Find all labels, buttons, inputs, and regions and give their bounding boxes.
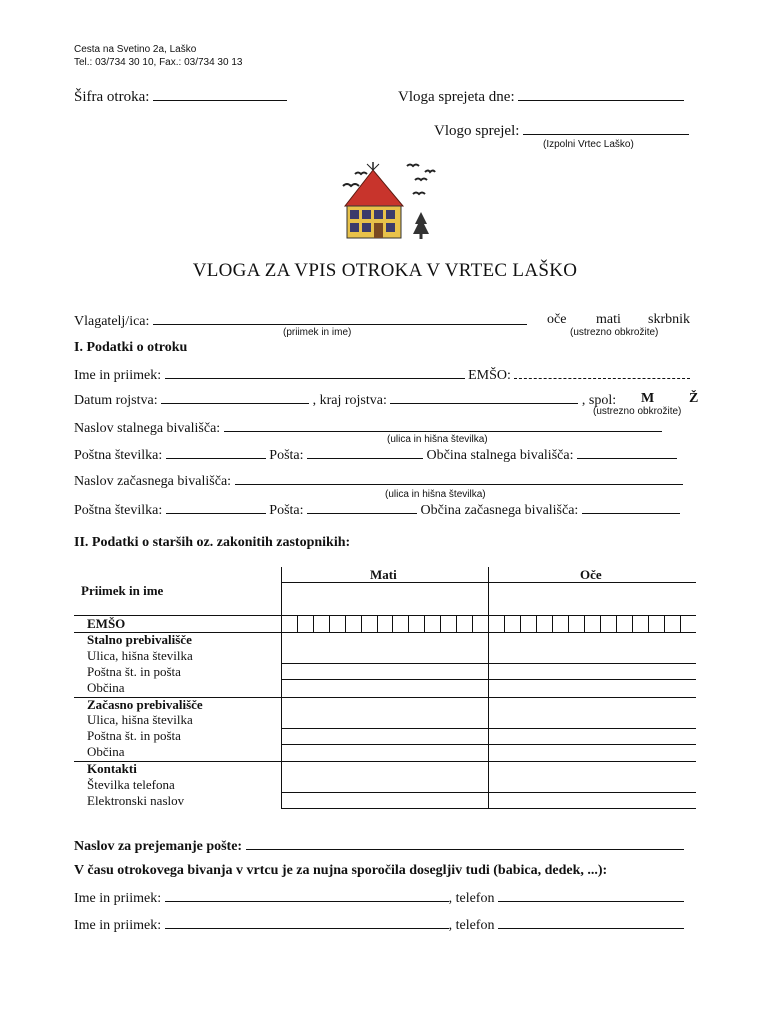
row-name-label: Priimek in ime	[81, 583, 164, 598]
sprejeta-label: Vloga sprejeta dne:	[398, 89, 515, 105]
mail-row	[74, 837, 684, 855]
contact2-row	[74, 916, 684, 934]
mail-label: Naslov za prejemanje pošte:	[74, 839, 243, 854]
emso-digit-divider	[504, 615, 505, 632]
emso-digit-divider	[616, 615, 617, 632]
emso-digit-divider	[456, 615, 457, 632]
contact2-name-field[interactable]	[165, 916, 449, 929]
emso-digit-divider	[392, 615, 393, 632]
child-emso-field[interactable]	[514, 366, 690, 379]
reachable-text: V času otrokovega bivanja v vrtcu je za nujna sporočila dosegljiv tudi (babica, dedek, ...):	[74, 863, 608, 878]
emso-digit-divider	[440, 615, 441, 632]
applicant-field[interactable]	[153, 312, 527, 325]
perm-address-row	[74, 419, 662, 437]
temp-posta-field[interactable]	[307, 501, 417, 514]
perm-municipality-field[interactable]	[577, 446, 677, 459]
contact1-name-label: Ime in priimek:	[74, 891, 162, 906]
section2-heading: II. Podatki o starših oz. zakonitih zastopnikih:	[74, 535, 351, 550]
table-divider	[488, 567, 489, 809]
perm-heading: Stalno prebivališče	[87, 632, 192, 647]
kindergarten-house-drawing	[333, 160, 439, 242]
sex-option-f[interactable]: Ž	[689, 391, 699, 406]
dob-label: Datum rojstva:	[74, 393, 158, 408]
temp-postnum-field[interactable]	[166, 501, 266, 514]
perm-street-label: Ulica, hišna številka	[87, 648, 193, 663]
applicant-label: Vlagatelj/ica:	[74, 314, 150, 329]
table-divider	[281, 567, 282, 809]
contact1-phone-field[interactable]	[498, 889, 684, 902]
perm-street-note: (ulica in hišna številka)	[387, 434, 488, 445]
address: Cesta na Svetino 2a, Laško	[74, 44, 197, 55]
perm-post-row	[74, 446, 677, 464]
row-emso-label: EMŠO	[87, 616, 126, 631]
sex-note: (ustrezno obkrožite)	[593, 406, 682, 417]
applicant-option-mother[interactable]: mati	[596, 312, 621, 327]
temp-street-label: Ulica, hišna številka	[87, 712, 193, 727]
child-name-label: Ime in priimek:	[74, 368, 162, 383]
emso-digit-divider	[329, 615, 330, 632]
table-rule	[281, 663, 696, 664]
table-rule	[281, 582, 696, 583]
temp-postnum-label: Poštna številka:	[74, 503, 163, 518]
birthplace-field[interactable]	[390, 391, 578, 404]
emso-digit-divider	[552, 615, 553, 632]
perm-post-label: Poštna št. in pošta	[87, 664, 181, 679]
temp-post-row	[74, 501, 680, 519]
temp-address-field[interactable]	[235, 472, 683, 485]
emso-digit-divider	[648, 615, 649, 632]
col-mother: Mati	[370, 567, 397, 582]
sifra-field[interactable]	[153, 88, 287, 101]
sprejeta-field[interactable]	[518, 88, 684, 101]
emso-digit-divider	[536, 615, 537, 632]
emso-digit-divider	[408, 615, 409, 632]
contact2-phone-field[interactable]	[498, 916, 684, 929]
emso-digit-divider	[584, 615, 585, 632]
sex-option-m[interactable]: M	[641, 391, 655, 406]
perm-postnum-field[interactable]	[166, 446, 266, 459]
sex-label: , spol:	[581, 393, 617, 408]
temp-street-note: (ulica in hišna številka)	[385, 489, 486, 500]
emso-digit-divider	[600, 615, 601, 632]
contact2-name-label: Ime in priimek:	[74, 918, 162, 933]
child-birth-row	[74, 391, 616, 409]
sifra-row	[74, 88, 287, 106]
table-rule	[281, 728, 696, 729]
dob-field[interactable]	[161, 391, 309, 404]
contact1-row	[74, 889, 684, 907]
sprejeta-row	[398, 88, 684, 106]
perm-municipality-row-label: Občina	[87, 680, 125, 695]
contact1-name-field[interactable]	[165, 889, 449, 902]
temp-municipality-label: Občina začasnega bivališča:	[420, 503, 579, 518]
child-emso-label: EMŠO:	[468, 368, 511, 383]
child-name-row	[74, 366, 690, 384]
emso-digit-divider	[632, 615, 633, 632]
perm-address-label: Naslov stalnega bivališča:	[74, 421, 221, 436]
table-rule	[74, 761, 696, 762]
emso-digit-divider	[361, 615, 362, 632]
name-note: (priimek in ime)	[283, 327, 352, 338]
email-label: Elektronski naslov	[87, 793, 185, 808]
phone-label: Številka telefona	[87, 777, 175, 792]
temp-municipality-field[interactable]	[582, 501, 680, 514]
birthplace-label: , kraj rojstva:	[312, 393, 387, 408]
perm-address-field[interactable]	[224, 419, 662, 432]
sprejel-row	[434, 122, 689, 140]
temp-post-label: Poštna št. in pošta	[87, 728, 181, 743]
applicant-option-father[interactable]: oče	[547, 312, 567, 327]
child-name-field[interactable]	[165, 366, 465, 379]
temp-municipality-row-label: Občina	[87, 744, 125, 759]
emso-digit-divider	[345, 615, 346, 632]
mail-field[interactable]	[246, 837, 684, 850]
contacts-heading: Kontakti	[87, 761, 137, 776]
section1-heading: I. Podatki o otroku	[74, 340, 188, 355]
emso-digit-divider	[472, 615, 473, 632]
applicant-option-guardian[interactable]: skrbnik	[648, 312, 690, 327]
temp-address-row	[74, 472, 683, 490]
emso-digit-divider	[664, 615, 665, 632]
perm-posta-label: Pošta:	[269, 448, 304, 463]
circle-note: (ustrezno obkrožite)	[570, 327, 659, 338]
table-rule	[281, 679, 696, 680]
emso-digit-divider	[680, 615, 681, 632]
emso-digit-divider	[568, 615, 569, 632]
table-rule	[281, 792, 696, 793]
contact1-phone-label: , telefon	[448, 891, 495, 906]
perm-postnum-label: Poštna številka:	[74, 448, 163, 463]
emso-digit-divider	[377, 615, 378, 632]
sprejel-note: (Izpolni Vrtec Laško)	[543, 139, 634, 150]
emso-digit-divider	[424, 615, 425, 632]
table-rule	[281, 744, 696, 745]
emso-digit-divider	[313, 615, 314, 632]
table-rule	[74, 615, 696, 616]
sprejel-label: Vlogo sprejel:	[434, 123, 520, 139]
perm-posta-field[interactable]	[307, 446, 423, 459]
col-father: Oče	[580, 567, 602, 582]
table-rule	[281, 808, 696, 809]
sifra-label: Šifra otroka:	[74, 89, 150, 105]
page-title: VLOGA ZA VPIS OTROKA V VRTEC LAŠKO	[192, 260, 578, 281]
contact2-phone-label: , telefon	[448, 918, 495, 933]
temp-posta-label: Pošta:	[269, 503, 304, 518]
phone-fax: Tel.: 03/734 30 10, Fax.: 03/734 30 13	[74, 57, 243, 68]
temp-address-label: Naslov začasnega bivališča:	[74, 474, 232, 489]
sprejel-field[interactable]	[523, 122, 689, 135]
perm-municipality-label: Občina stalnega bivališča:	[426, 448, 574, 463]
temp-heading: Začasno prebivališče	[87, 697, 203, 712]
emso-digit-divider	[297, 615, 298, 632]
emso-digit-divider	[520, 615, 521, 632]
